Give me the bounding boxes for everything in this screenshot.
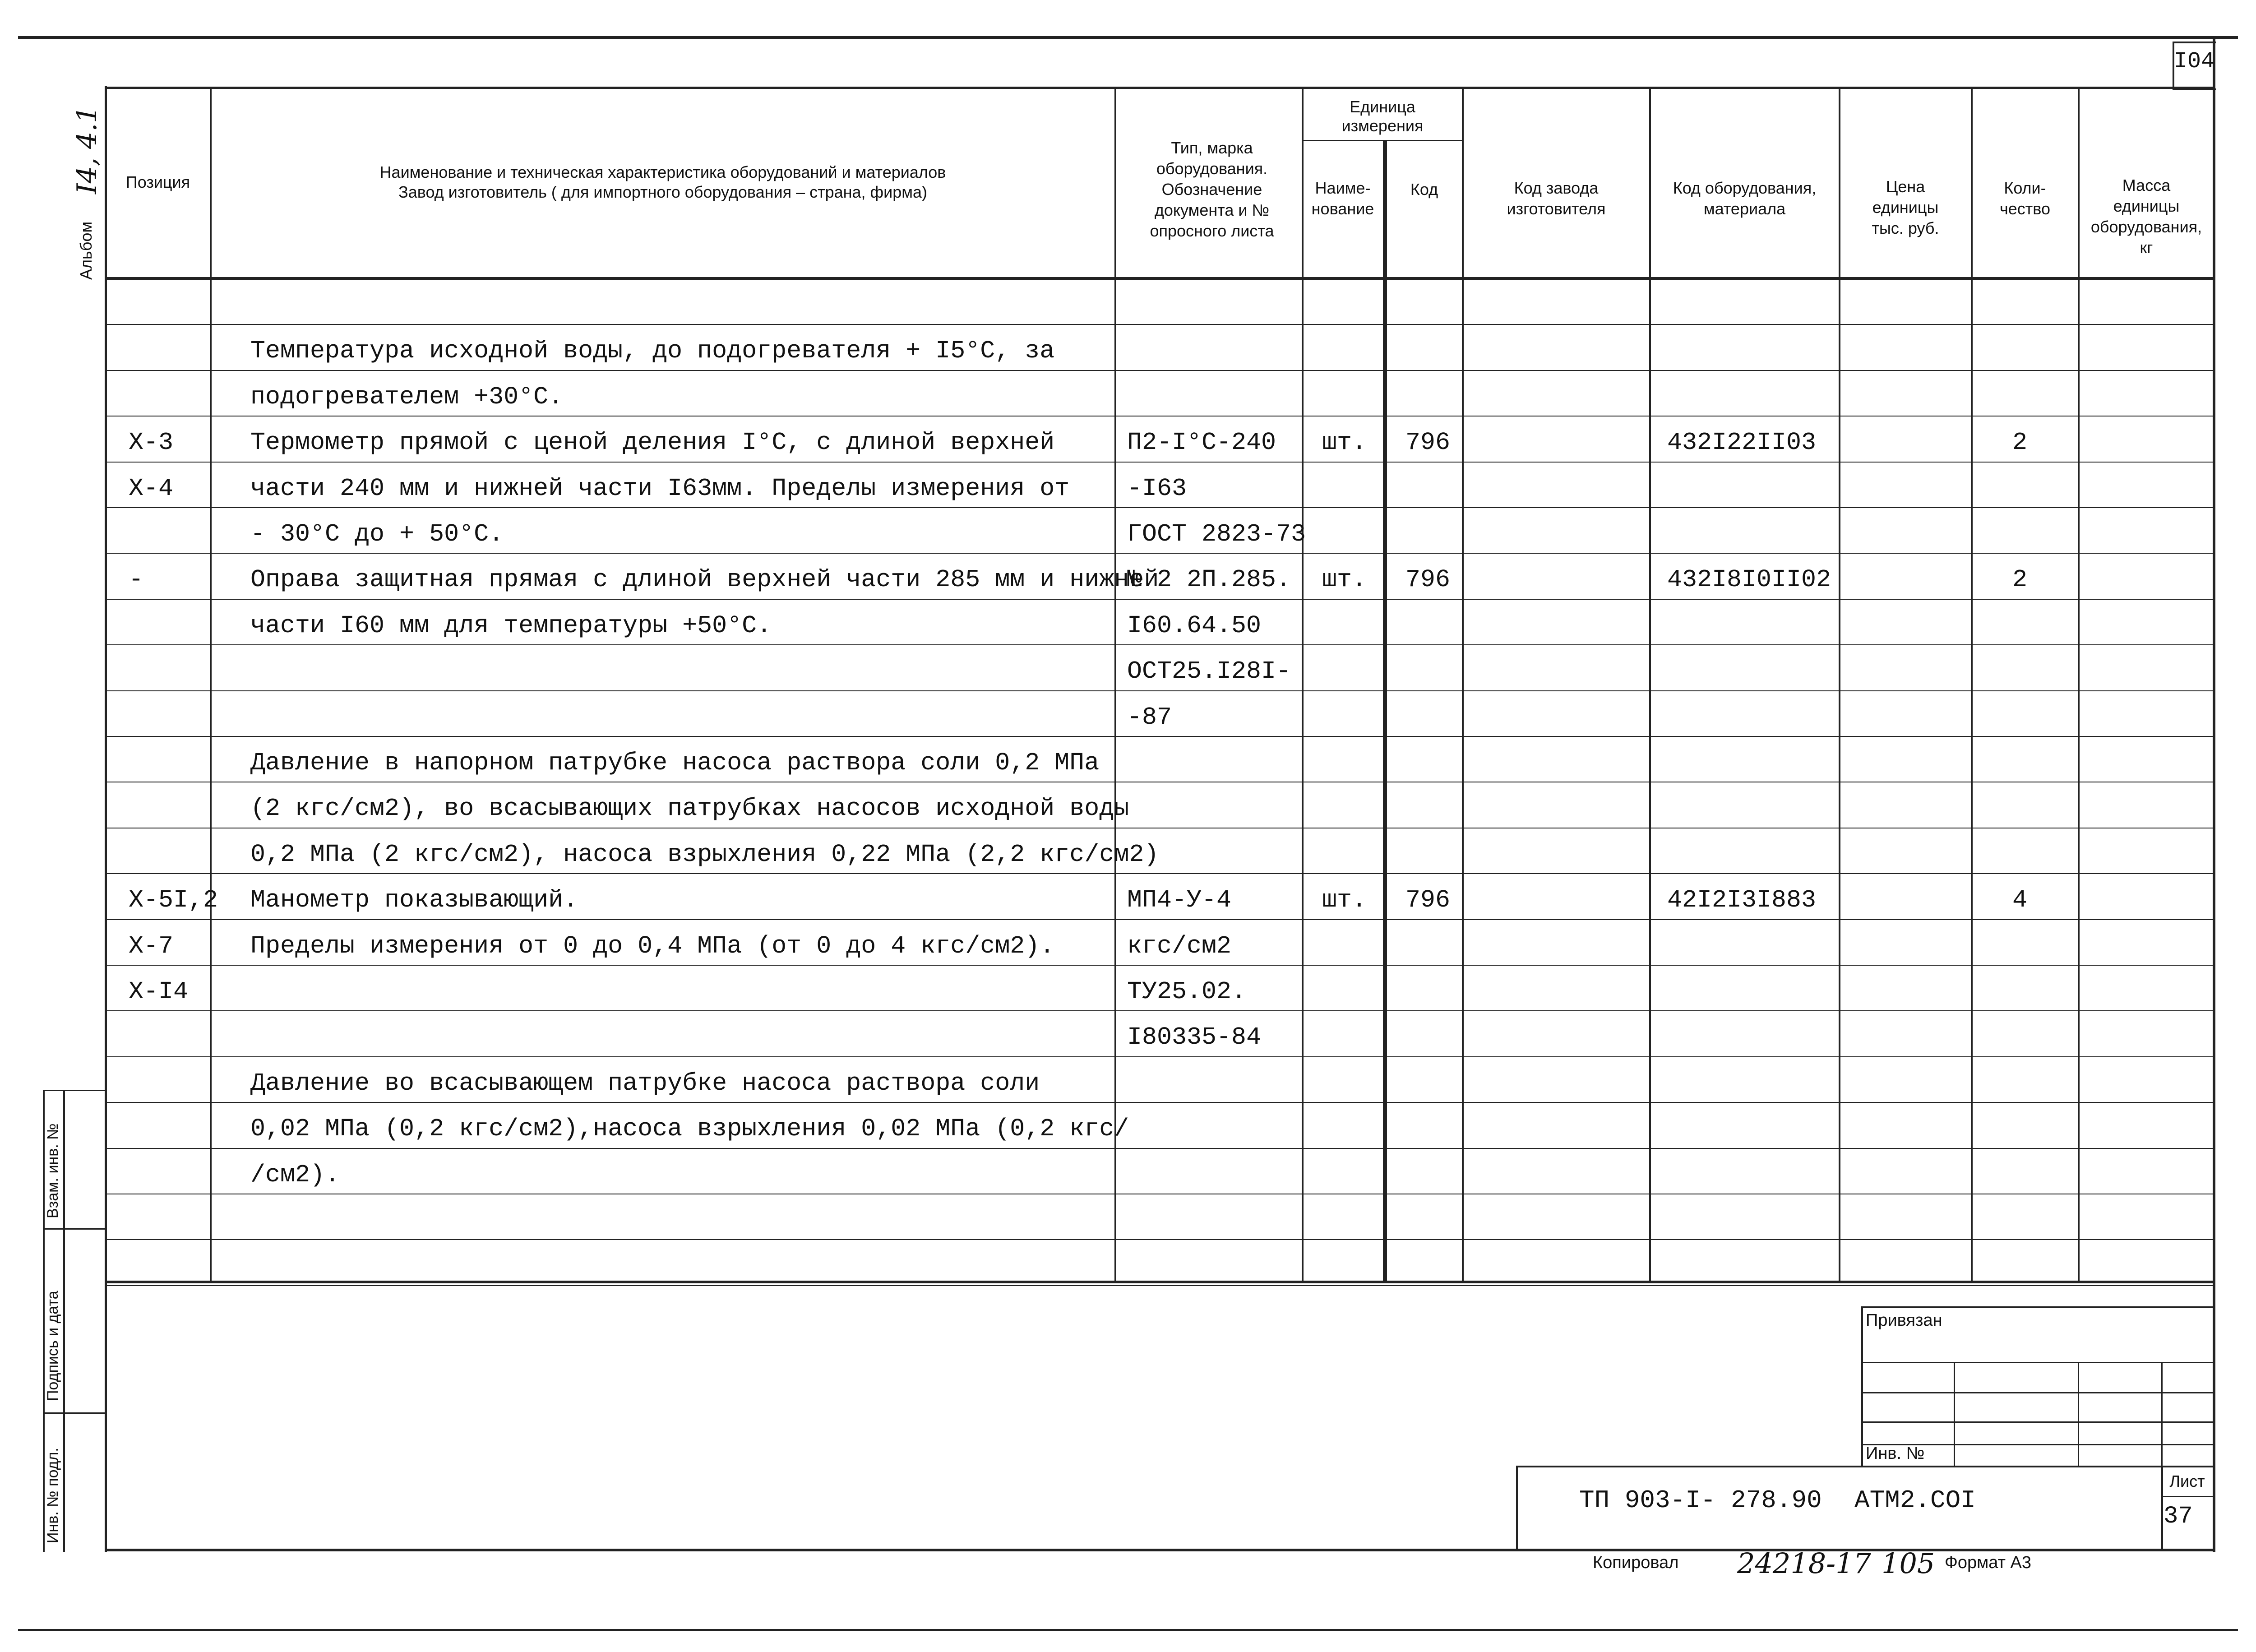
cell-name: /см2).: [250, 1161, 340, 1189]
header-factory-code: Код завода изготовителя: [1507, 179, 1606, 218]
cell-name: Пределы измерения от 0 до 0,4 МПа (от 0 до 4 кгс/см2).: [250, 932, 1055, 960]
cell-name: части 240 мм и нижней части I63мм. Пределы измерения от: [250, 474, 1070, 503]
album-label: Альбом: [77, 221, 95, 280]
cell-type: кгс/см2: [1127, 932, 1232, 960]
cell-type: ТУ25.02.: [1127, 977, 1247, 1006]
bound-vline3: [2161, 1362, 2163, 1466]
row-line: [105, 736, 2213, 737]
cell-pos: X-5I,2: [129, 886, 218, 914]
side-stamp-div1: [43, 1228, 105, 1230]
cell-name: 0,02 МПа (0,2 кгс/см2),насоса взрыхления 0,02 МПа (0,2 кгс/: [250, 1115, 1129, 1143]
header-type: Тип, марка оборудования. Обозначение документа и № опросного листа: [1150, 139, 1274, 240]
cell-eqcode: 432I8I0II02: [1667, 565, 1831, 594]
cell-name: части I60 мм для температуры +50°C.: [250, 611, 772, 640]
cell-code: 796: [1405, 886, 1451, 914]
bound-label: Привязан: [1866, 1311, 1942, 1330]
row-line: [105, 1010, 2213, 1011]
header-position: Позиция: [125, 173, 190, 191]
bound-line2: [1861, 1392, 2213, 1393]
unit-header-split: [1302, 140, 1462, 141]
cell-name: Термометр прямой с ценой деления I°C, с длиной верхней: [250, 428, 1055, 457]
header-mass: Масса единицы оборудования, кг: [2090, 176, 2202, 257]
cell-qty: 2: [2012, 428, 2028, 457]
cell-qty: 4: [2012, 886, 2028, 914]
row-line: [105, 644, 2213, 645]
cell-qty: 2: [2012, 565, 2028, 594]
table-bottom-line: [105, 1281, 2213, 1283]
copied-label: Копировал: [1593, 1553, 1679, 1572]
bound-line1: [1861, 1362, 2213, 1363]
header-bottom-line: [105, 277, 2213, 280]
header-unit: Единица измерения: [1341, 97, 1424, 135]
cell-name: Температура исходной воды, до подогревателя + I5°C, за: [250, 337, 1055, 365]
cell-type: I80335-84: [1127, 1023, 1262, 1051]
sheet-label: Лист: [2169, 1472, 2205, 1490]
top-border: [18, 36, 2238, 39]
row-line: [105, 919, 2213, 920]
sheet-number: 37: [2164, 1503, 2193, 1530]
cell-unit: шт.: [1322, 428, 1367, 457]
cell-pos: X-4: [129, 474, 174, 503]
row-line: [105, 873, 2213, 874]
cell-name: (2 кгс/см2), во всасывающих патрубках насосов исходной воды: [250, 794, 1129, 823]
cell-eqcode: 432I22II03: [1667, 428, 1817, 457]
row-line: [105, 599, 2213, 600]
row-line: [105, 965, 2213, 966]
row-line: [105, 324, 2213, 325]
title-designation: ТП 903-I- 278.90: [1579, 1486, 1822, 1515]
cell-pos: -: [129, 565, 144, 594]
row-line: [105, 1239, 2213, 1240]
cell-name: Оправа защитная прямая с длиной верхней части 285 мм и нижней: [250, 565, 1159, 594]
cell-type: I60.64.50: [1127, 611, 1262, 640]
col-line-4: [1383, 140, 1387, 1282]
bottom-border: [18, 1629, 2238, 1631]
cell-name: Манометр показывающий.: [250, 886, 578, 914]
cell-type: № 2 2П.285.: [1127, 565, 1291, 594]
cell-name: 0,2 МПа (2 кгс/см2), насоса взрыхления 0,22 МПа (2,2 кгс/см2): [250, 840, 1159, 869]
row-line: [105, 1285, 2213, 1286]
row-line: [105, 462, 2213, 463]
inv-label: Инв. №: [1866, 1444, 1925, 1463]
header-name: Наименование и техническая характеристика оборудований и материалов Завод изготовитель ( для импортного оборудования – страна, фирма): [379, 163, 946, 201]
frame-left: [105, 86, 107, 1552]
bound-vline1: [1954, 1362, 1955, 1466]
row-line: [105, 1102, 2213, 1103]
cell-unit: шт.: [1322, 886, 1367, 914]
header-quantity: Коли- чество: [1999, 179, 2050, 218]
cell-name: Давление в напорном патрубке насоса раствора соли 0,2 МПа: [250, 749, 1100, 777]
row-line: [105, 1056, 2213, 1057]
header-equipment-code: Код оборудования, материала: [1673, 179, 1817, 218]
side-sign-date: Подпись и дата: [44, 1291, 61, 1401]
title-code: АТМ2.СОI: [1854, 1486, 1976, 1515]
cell-type: -87: [1127, 703, 1172, 731]
cell-pos: X-7: [129, 932, 174, 960]
cell-code: 796: [1405, 565, 1451, 594]
bound-vline2: [2078, 1362, 2079, 1466]
bound-line3: [1861, 1421, 2213, 1423]
side-stamp-div2: [43, 1412, 105, 1414]
cell-pos: X-I4: [129, 977, 189, 1006]
header-price: Цена единицы тыс. руб.: [1872, 177, 1939, 237]
header-unit-code: Код: [1410, 180, 1438, 199]
header-unit-name: Наиме- нование: [1311, 179, 1374, 218]
cell-type: П2-I°C-240: [1127, 428, 1276, 457]
cell-pos: X-3: [129, 428, 174, 457]
row-line: [105, 690, 2213, 691]
cell-type: ОСТ25.I28I-: [1127, 657, 1291, 685]
copy-page: 105: [1882, 1547, 1935, 1580]
cell-type: -I63: [1127, 474, 1187, 503]
album-value: I4, 4.1: [71, 106, 103, 194]
copy-number: 24218-17: [1737, 1547, 1872, 1580]
title-sheet-divider: [2161, 1466, 2163, 1549]
side-inv-original: Инв. № подл.: [44, 1448, 61, 1543]
row-line: [105, 370, 2213, 371]
row-line: [105, 1148, 2213, 1149]
cell-name: Давление во всасывающем патрубке насоса раствора соли: [250, 1069, 1040, 1097]
side-replace-inv: Взам. инв. №: [44, 1123, 61, 1218]
cell-eqcode: 42I2I3I883: [1667, 886, 1817, 914]
page-number-top: I04: [2174, 49, 2215, 74]
row-line: [105, 553, 2213, 554]
cell-unit: шт.: [1322, 565, 1367, 594]
row-line: [105, 507, 2213, 508]
side-stamp-top: [43, 1090, 105, 1091]
title-sheet-split: [2161, 1496, 2213, 1497]
side-stamp-mid: [63, 1090, 65, 1552]
cell-name: подогревателем +30°C.: [250, 383, 564, 411]
cell-name: - 30°C до + 50°C.: [250, 520, 504, 548]
format-label: Формат А3: [1945, 1553, 2032, 1572]
cell-type: ГОСТ 2823-73: [1127, 520, 1306, 548]
cell-code: 796: [1405, 428, 1451, 457]
cell-type: МП4-У-4: [1127, 886, 1232, 914]
